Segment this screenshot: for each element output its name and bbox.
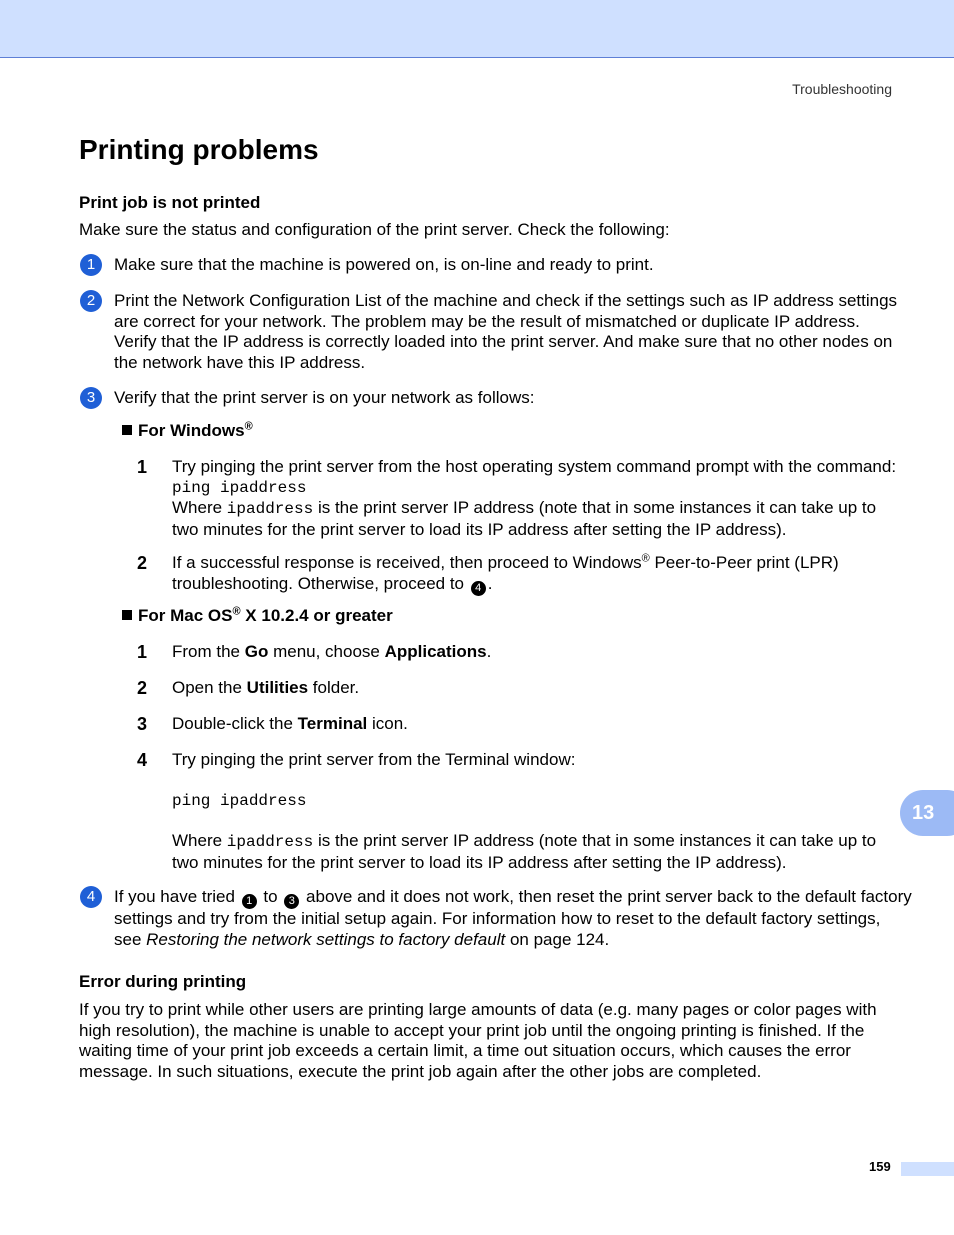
mac-step-4-text: Try pinging the print server from the Terminal window: xyxy=(172,750,576,769)
windows-step-2-fragment: If a successful response is received, then proceed to Windows xyxy=(172,553,642,572)
mac-heading-text: X 10.2.4 or greater xyxy=(240,606,393,625)
where-label: Where xyxy=(172,498,227,517)
where-label: Where xyxy=(172,831,227,850)
windows-step-2-number: 2 xyxy=(137,553,148,573)
step-b-line: Print the Network Configuration List of the machine and check if the settings such as IP address settings xyxy=(114,291,898,310)
section2-line: message. In such situations, execute the print job again after the other jobs are completed. xyxy=(79,1061,762,1081)
terminal-label: Terminal xyxy=(297,714,368,733)
mac-step-4-line: two minutes for the print server to load its IP address after setting the IP address). xyxy=(172,852,787,872)
step-reference-icon: 3 xyxy=(284,894,299,909)
mac-step-1-fragment: From the xyxy=(172,642,245,661)
mac-step-1-number: 1 xyxy=(137,642,148,662)
page-number-bar xyxy=(901,1162,954,1176)
utilities-label: Utilities xyxy=(246,678,309,697)
windows-step-2-line xyxy=(172,553,839,574)
cross-reference-link[interactable]: Restoring the network settings to factory default xyxy=(146,929,506,949)
mac-step-1-text xyxy=(172,642,491,663)
step-b-line: Verify that the IP address is correctly loaded into the print server. And make sure that no other nodes on xyxy=(114,332,893,351)
step-d-line xyxy=(114,930,912,951)
ping-command: ping ipaddress xyxy=(172,792,307,810)
mac-subheading xyxy=(122,606,393,626)
section2-line: high resolution), the machine is unable to accept your print job until the ongoing printing is finished. If the xyxy=(79,1020,865,1040)
mac-step-1-fragment: menu, choose xyxy=(268,642,385,661)
section-heading-error-printing: Error during printing xyxy=(79,972,247,991)
mac-step-3-fragment: icon. xyxy=(367,714,408,733)
ipaddress-code: ipaddress xyxy=(226,500,314,518)
step-reference-icon: 1 xyxy=(242,894,257,909)
mac-step-2-number: 2 xyxy=(137,678,148,698)
mac-step-4-where xyxy=(172,831,876,873)
mac-heading-text: For Mac OS xyxy=(138,606,233,625)
step-c-text: Verify that the print server is on your network as follows: xyxy=(114,388,535,407)
section2-paragraph xyxy=(79,1000,877,1082)
registered-mark: ® xyxy=(232,605,241,618)
step-marker-b: 2 xyxy=(80,290,102,312)
page-title: Printing problems xyxy=(79,134,319,165)
mac-step-1-fragment: . xyxy=(486,642,492,661)
step-d-fragment: above and it does not work, then reset the print server back to the default factory xyxy=(301,887,912,906)
step-marker-d: 4 xyxy=(80,886,102,908)
windows-step-2-fragment: troubleshooting. Otherwise, proceed to xyxy=(172,573,469,593)
running-head: Troubleshooting xyxy=(792,81,892,97)
page-number: 159 xyxy=(869,1159,891,1174)
applications-label: Applications xyxy=(384,642,487,661)
section2-line: If you try to print while other users are printing large amounts of data (e.g. many pages or color pages with xyxy=(79,1000,877,1019)
step-d-line: settings and try from the initial setup again. For information how to reset to the default factory settings, xyxy=(114,909,881,928)
mac-step-3-number: 3 xyxy=(137,714,148,734)
mac-step-4-fragment: is the print server IP address (note that in some instances it can take up to xyxy=(313,831,877,850)
windows-step-1-fragment: is the print server IP address (note that in some instances it can take up to xyxy=(313,498,877,517)
windows-step-2-text xyxy=(172,553,839,596)
mac-step-2-fragment: Open the xyxy=(172,678,247,697)
windows-step-1-line xyxy=(172,498,896,520)
windows-subheading xyxy=(122,421,253,441)
mac-step-2-fragment: folder. xyxy=(308,678,360,697)
step-d-text xyxy=(114,887,912,950)
mac-step-2-text xyxy=(172,678,359,699)
mac-step-3-text xyxy=(172,714,408,735)
step-d-line xyxy=(114,887,912,909)
step-marker-c: 3 xyxy=(80,387,102,409)
step-d-fragment: see xyxy=(114,929,147,949)
windows-step-2-fragment: Peer-to-Peer print (LPR) xyxy=(649,553,839,572)
square-bullet-icon xyxy=(122,610,132,620)
mac-step-4-line xyxy=(172,831,876,853)
step-d-fragment: on page 124. xyxy=(505,929,610,949)
top-header-band xyxy=(0,0,954,58)
step-b-text xyxy=(114,291,897,373)
windows-step-1-number: 1 xyxy=(137,457,148,477)
step-marker-a: 1 xyxy=(80,254,102,276)
section-intro: Make sure the status and configuration of the print server. Check the following: xyxy=(79,220,670,239)
chapter-tab: 13 xyxy=(900,790,954,836)
ping-command: ping ipaddress xyxy=(172,478,307,497)
step-b-line: are correct for your network. The problem may be the result of mismatched or duplicate IP address. xyxy=(114,311,860,331)
windows-step-1-line: two minutes for the print server to load its IP address after setting the IP address). xyxy=(172,519,787,539)
section2-line: waiting time of your print job exceeds a certain limit, a time out situation occurs, which causes the error xyxy=(79,1041,851,1060)
step-b-line: the network have this IP address. xyxy=(114,352,366,372)
square-bullet-icon xyxy=(122,425,132,435)
windows-step-2-fragment: . xyxy=(487,573,493,593)
section-heading-print-job: Print job is not printed xyxy=(79,193,261,212)
mac-step-4-number: 4 xyxy=(137,750,148,770)
step-d-fragment: to xyxy=(258,887,283,906)
registered-mark: ® xyxy=(244,420,253,433)
registered-mark: ® xyxy=(641,552,650,565)
go-menu-label: Go xyxy=(244,642,269,661)
windows-step-1-text xyxy=(172,457,896,540)
step-d-fragment: If you have tried xyxy=(114,887,240,906)
ipaddress-code: ipaddress xyxy=(226,833,314,851)
mac-step-3-fragment: Double-click the xyxy=(172,714,298,733)
step-a-text: Make sure that the machine is powered on, is on-line and ready to print. xyxy=(114,255,654,274)
windows-step-1-line: Try pinging the print server from the host operating system command prompt with the command: xyxy=(172,457,897,476)
windows-heading-text: For Windows xyxy=(138,421,245,440)
step-reference-icon: 4 xyxy=(471,581,486,596)
windows-step-2-line xyxy=(172,574,839,596)
